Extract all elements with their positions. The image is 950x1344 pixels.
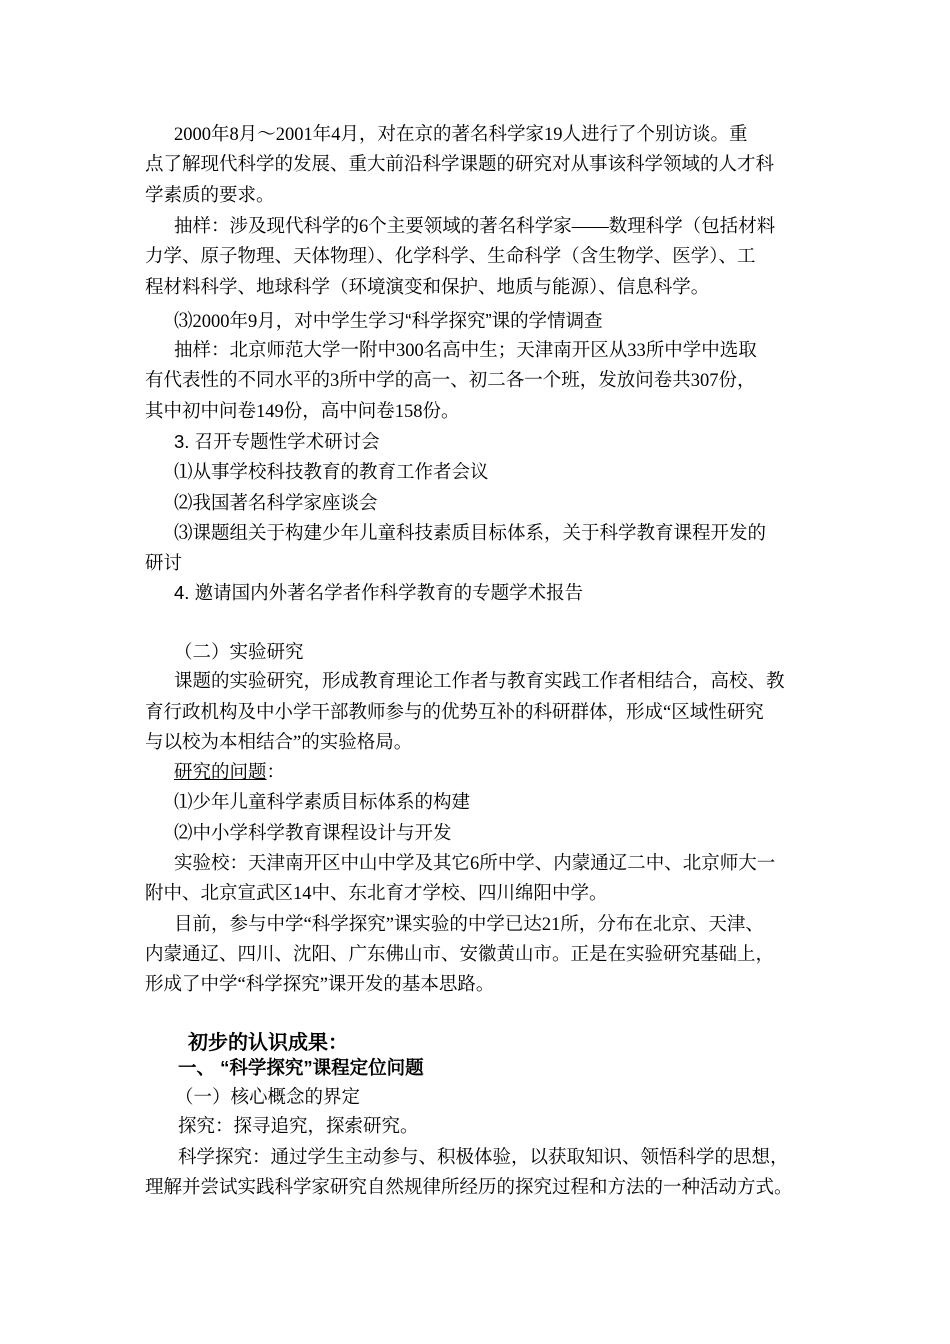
definition-line: 探究：探寻追究，探索研究。 — [178, 1117, 419, 1138]
list-item-continuation: 研讨 — [145, 552, 183, 574]
survey-title: 对中学生学习“科学探究”课的学情调查 — [294, 310, 603, 331]
list-marker: ⑵ — [174, 493, 193, 514]
subsection-heading: 一、 “科学探究”课程定位问题 — [178, 1057, 424, 1078]
text-line: 抽样：北京师范大学一附中300名高中生；天津南开区从33所中学中选取 — [174, 341, 757, 361]
seminar-list — [145, 427, 811, 609]
list-item — [145, 457, 811, 487]
text-line: 目前，参与中学“科学探究”课实验的中学已达21所，分布在北京、天津、 — [174, 914, 764, 935]
survey-heading — [145, 306, 811, 336]
list-item — [145, 788, 811, 818]
research-questions-label — [145, 758, 811, 788]
definition-line: 理解并尝试实践科学家研究自然规律所经历的探究过程和方法的一种活动方式。 — [145, 1177, 793, 1198]
list-item-emphasis: 课题组 — [192, 521, 249, 543]
text-line: 形成了中学“科学探究”课开发的基本思路。 — [145, 975, 495, 996]
text-line: 抽样：涉及现代科学的6个主要领域的著名科学家——数理科学（包括材料 — [174, 217, 776, 237]
sampling-paragraph — [145, 212, 811, 303]
section-heading: （二）实验研究 — [174, 641, 304, 662]
text-line: 与以校为本相结合”的实验格局。 — [145, 732, 413, 753]
list-item-emphasis: 著名科学家座谈会 — [229, 491, 378, 513]
list-item — [145, 819, 811, 849]
survey-sampling-paragraph — [145, 336, 811, 427]
list-item-text: 中小学科学教育课程设计与开发 — [192, 823, 452, 844]
list-item: 3. 召开专题性学术研讨会 — [174, 431, 380, 452]
experiment-section — [145, 637, 811, 1001]
list-item-text: 我国 — [192, 493, 230, 514]
text-line: 学素质的要求。 — [145, 185, 275, 206]
list-marker: ⑶ — [174, 523, 193, 544]
interview-paragraph — [145, 120, 811, 211]
list-item: 4. 邀请国内外著名学者作科学教育的专题学术报告 — [174, 582, 584, 604]
list-item — [145, 518, 811, 548]
text-line: 程材料科学、地球科学（环境演变和保护、地质与能源）、信息科学。 — [145, 277, 710, 298]
list-item-text: 关于构建少年儿童科技素质目标体系，关于科学教育课程开发的 — [248, 523, 767, 544]
list-item-text: 少年儿童科学素质目标体系的构建 — [192, 793, 471, 814]
list-item-emphasis: 教育工作者会议 — [359, 461, 489, 483]
list-item-text: 从事学校科技教育的 — [192, 463, 360, 484]
text-line: 实验校：天津南开区中山中学及其它6所中学、内蒙通辽二中、北京师大一 — [174, 854, 776, 875]
text-line: 其中初中问卷149份，高中问卷158份。 — [145, 401, 460, 422]
text-line: 有代表性的不同水平的3所中学的高一、初二各一个班，发放问卷共307份， — [145, 371, 756, 392]
list-marker: ⑵ — [174, 823, 193, 844]
definitions-section — [145, 1082, 811, 1203]
list-marker: ⑶ — [174, 312, 193, 332]
text-line: 课题的实验研究，形成教育理论工作者与教育实践工作者相结合，高校、教 — [174, 672, 785, 693]
survey-date: 2000年9月， — [192, 312, 295, 332]
text-line: 内蒙通辽、四川、沈阳、广东佛山市、安徽黄山市。正是在实验研究基础上， — [145, 944, 775, 965]
definition-line: 科学探究：通过学生主动参与、积极体验，以获取知识、领悟科学的思想， — [178, 1147, 789, 1168]
text-line: 附中、北京宣武区14中、东北育才学校、四川绵阳中学。 — [145, 884, 608, 905]
text-line: 育行政机构及中小学干部教师参与的优势互补的科研群体，形成“区域性研究 — [145, 702, 764, 723]
list-marker: ⑴ — [174, 463, 193, 484]
survey-item — [145, 306, 811, 336]
subsection-heading: （一）核心概念的界定 — [175, 1086, 361, 1107]
label-colon: ： — [266, 763, 286, 784]
list-item — [145, 488, 811, 518]
list-marker: ⑴ — [174, 793, 193, 814]
results-heading: 初步的认识成果： — [188, 1032, 348, 1054]
underlined-label: 研究的问题 — [174, 763, 267, 784]
text-line: 2000年8月～2001年4月，对在京的著名科学家19人进行了个别访谈。重 — [174, 125, 748, 145]
text-line: 力学、原子物理、天体物理）、化学科学、生命科学（含生物学、医学）、工 — [145, 247, 756, 268]
text-line: 点了解现代科学的发展、重大前沿科学课题的研究对从事该科学领域的人才科 — [145, 155, 775, 176]
